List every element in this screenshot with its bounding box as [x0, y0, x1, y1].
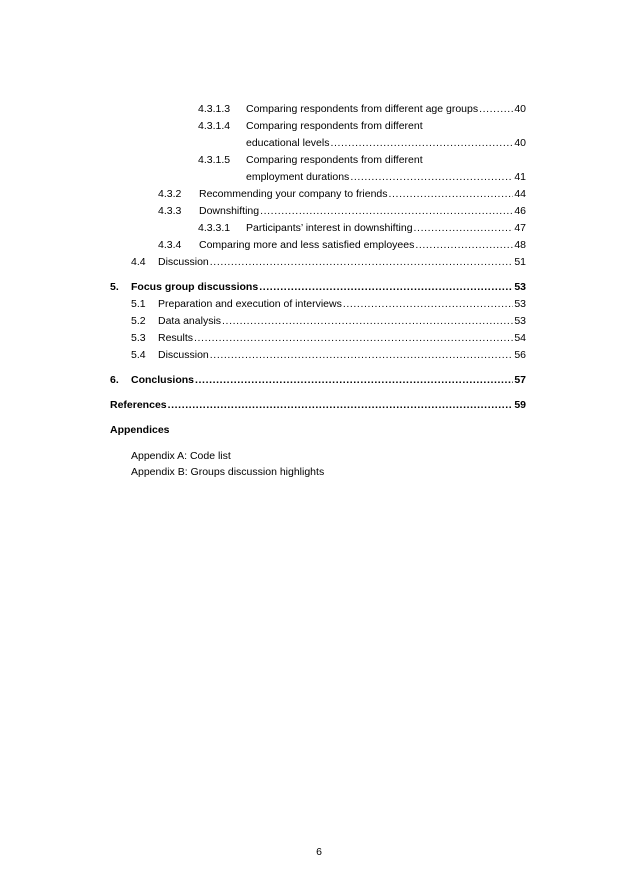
- toc-leader-dots: [479, 101, 513, 118]
- toc-leader-dots: [260, 203, 513, 220]
- toc-entry-4-3-3-1: [198, 220, 526, 237]
- toc-entry-5-1: [131, 296, 526, 313]
- toc-entry-page: 53: [514, 315, 526, 327]
- toc-entry-page: 47: [514, 222, 526, 234]
- toc-entry-number: 6.: [110, 374, 119, 386]
- toc-leader-dots: [330, 135, 513, 152]
- toc-entry-5-2: [131, 313, 526, 330]
- toc-entry-title: Preparation and execution of interviews: [158, 298, 342, 310]
- toc-entry-title: Comparing respondents from different: [246, 154, 423, 166]
- toc-entry-number: 5.: [110, 281, 119, 293]
- toc-leader-dots: [195, 372, 513, 389]
- toc-entry-4-3-1-4-line1: [198, 118, 526, 135]
- toc-leader-dots: [210, 347, 514, 364]
- toc-entry-title: Discussion: [158, 349, 209, 361]
- toc-entry-title: Recommending your company to friends: [199, 188, 388, 200]
- toc-entry-number: 4.3.1.3: [198, 103, 231, 115]
- toc-entry-page: 53: [514, 298, 526, 310]
- toc-entry-page: 44: [514, 188, 526, 200]
- toc-leader-dots: [343, 296, 513, 313]
- toc-entry-4-4: [131, 254, 526, 271]
- toc-leader-dots: [389, 186, 514, 203]
- toc-leader-dots: [415, 237, 513, 254]
- toc-entry-4-3-1-4-line2: [246, 135, 526, 152]
- toc-entry-title: Data analysis: [158, 315, 222, 327]
- toc-leader-dots: [350, 169, 513, 186]
- toc-leader-dots: [259, 279, 513, 296]
- toc-entry-number: 5.4: [131, 349, 146, 361]
- toc-entry-page: 51: [514, 256, 526, 268]
- toc-entry-number: 4.3.4: [158, 239, 182, 251]
- toc-entry-page: 57: [514, 374, 526, 386]
- toc-entry-title: Comparing respondents from different age groups: [246, 103, 479, 115]
- appendix-b: Appendix B: Groups discussion highlights: [131, 466, 325, 478]
- appendix-a: Appendix A: Code list: [131, 450, 231, 462]
- toc-entry-title: Discussion: [158, 256, 209, 268]
- toc-entry-page: 54: [514, 332, 526, 344]
- toc-entry-page: 59: [514, 399, 526, 411]
- toc-entry-page: 46: [514, 205, 526, 217]
- toc-entry-number: 4.4: [131, 256, 146, 268]
- toc-entry-number: 5.3: [131, 332, 146, 344]
- toc-entry-title: Participants’ interest in downshifting: [246, 222, 413, 234]
- toc-entry-title: Conclusions: [131, 374, 195, 386]
- toc-entry-title: Comparing respondents from different: [246, 120, 423, 132]
- toc-leader-dots: [222, 313, 513, 330]
- toc-entry-number: 4.3.3.1: [198, 222, 231, 234]
- toc-entry-number: 5.1: [131, 298, 146, 310]
- toc-leader-dots: [414, 220, 514, 237]
- toc-entry-4-3-1-5-line1: [198, 152, 526, 169]
- toc-entry-page: 40: [514, 103, 526, 115]
- toc-entry-page: 41: [514, 171, 526, 183]
- toc-entry-title-cont: employment durations: [246, 171, 350, 183]
- appendices-heading: Appendices: [110, 424, 170, 436]
- toc-entry-number: 4.3.1.4: [198, 120, 231, 132]
- toc-entry-4-3-3: [158, 203, 526, 220]
- toc-entry-page: 56: [514, 349, 526, 361]
- toc-entry-5-4: [131, 347, 526, 364]
- toc-entry-5-3: [131, 330, 526, 347]
- toc-entry-page: 40: [514, 137, 526, 149]
- toc-entry-number: 4.3.1.5: [198, 154, 231, 166]
- toc-entry-title: References: [110, 399, 167, 411]
- toc-entry-references: [110, 397, 526, 414]
- toc-entry-number: 4.3.3: [158, 205, 182, 217]
- toc-entry-5: [110, 279, 526, 296]
- toc-entry-6: [110, 372, 526, 389]
- toc-entry-4-3-4: [158, 237, 526, 254]
- toc-entry-title: Downshifting: [199, 205, 260, 217]
- toc-entry-4-3-1-5-line2: [246, 169, 526, 186]
- toc-entry-page: 53: [514, 281, 526, 293]
- toc-entry-4-3-2: [158, 186, 526, 203]
- toc-leader-dots: [168, 397, 514, 414]
- toc-leader-dots: [210, 254, 514, 271]
- toc-leader-dots: [194, 330, 513, 347]
- toc-entry-title: Results: [158, 332, 194, 344]
- page-number: 6: [316, 846, 322, 858]
- toc-entry-4-3-1-3: [198, 101, 526, 118]
- toc-entry-title: Focus group discussions: [131, 281, 259, 293]
- toc-entry-page: 48: [514, 239, 526, 251]
- toc-entry-title: Comparing more and less satisfied employees: [199, 239, 415, 251]
- toc-entry-number: 5.2: [131, 315, 146, 327]
- toc-entry-number: 4.3.2: [158, 188, 182, 200]
- toc-entry-title-cont: educational levels: [246, 137, 330, 149]
